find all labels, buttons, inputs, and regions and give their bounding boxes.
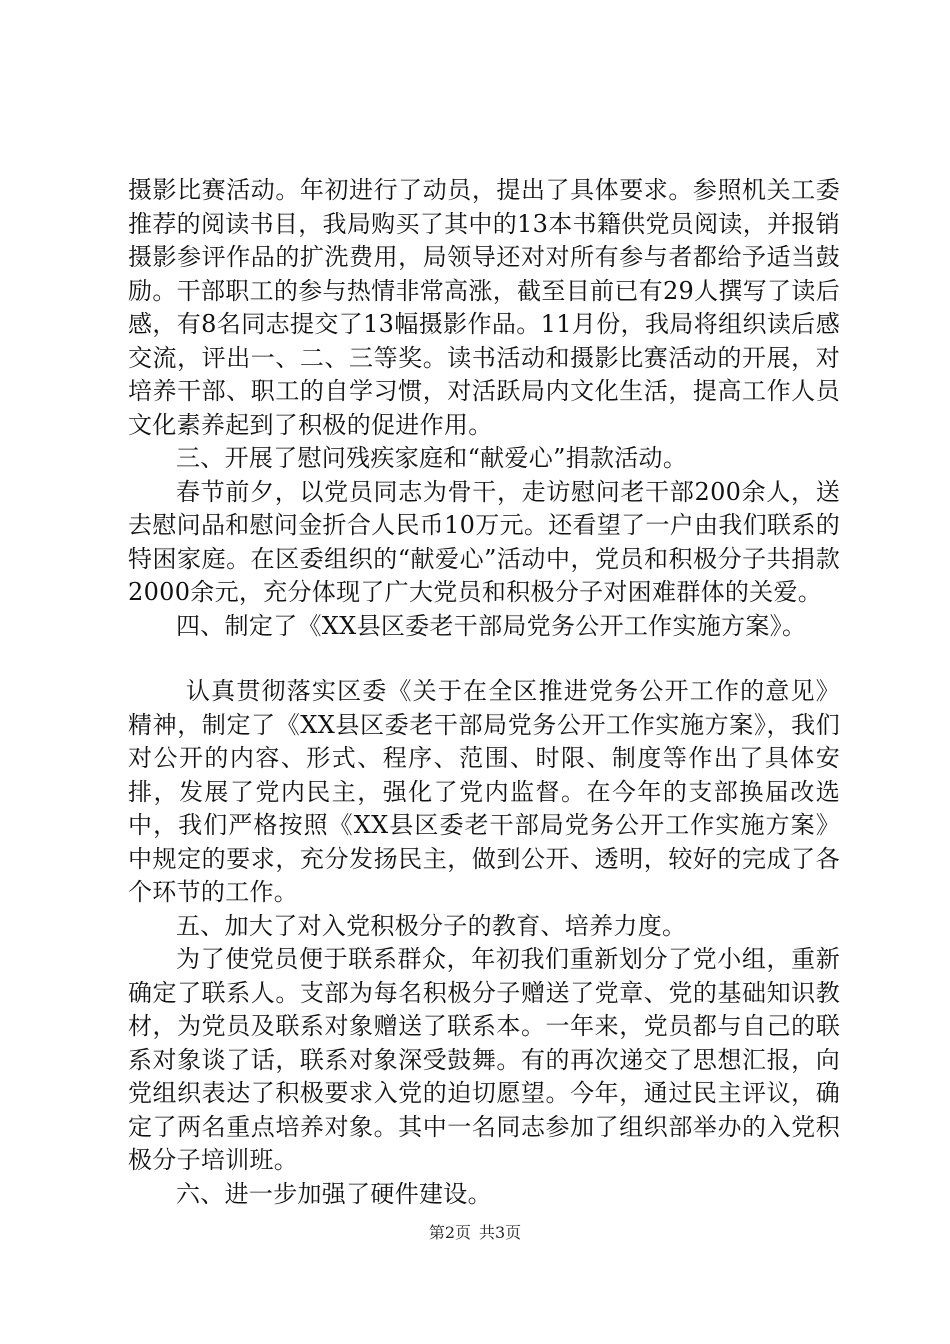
- paragraph-photo-contest: 摄影比赛活动。年初进行了动员，提出了具体要求。参照机关工委推荐的阅读书目，我局购买了其中的13本书籍供党员阅读，并报销摄影参评作品的扩洗费用，局领导还对对所有参与者都给予适当鼓励。干部职工的参与热情非常高涨，截至目前已有29人撰写了读后感，有8名同志提交了13幅摄影作品。11月份，我局将组织读后感交流，评出一、二、三等奖。读书活动和摄影比赛活动的开展，对培养干部、职工的自学习惯，对活跃局内文化生活，提高工作人员文化素养起到了积极的促进作用。: [128, 176, 840, 439]
- heading-section-six: 六、进一步加强了硬件建设。: [176, 1179, 492, 1208]
- paragraph-spring-festival-visits: 春节前夕，以党员同志为骨干，走访慰问老干部200余人，送去慰问品和慰问金折合人民币10万元。还看望了一户由我们联系的特困家庭。在区委组织的“献爱心”活动中，党员和积极分子共捐款2000余元，充分体现了广大党员和积极分子对困难群体的关爱。: [128, 477, 840, 606]
- heading-section-four: 四、制定了《XX县区委老干部局党务公开工作实施方案》。: [176, 611, 807, 640]
- page-number: 第2页: [428, 1223, 471, 1242]
- heading-section-five: 五、加大了对入党积极分子的教育、培养力度。: [176, 911, 687, 940]
- page-total: 共3页: [479, 1223, 522, 1242]
- document-body: [128, 174, 840, 1211]
- paragraph-party-affairs-disclosure: 认真贯彻落实区委《关于在全区推进党务公开工作的意见》精神，制定了《XX县区委老干部局党务公开工作实施方案》，我们对公开的内容、形式、程序、范围、时限、制度等作出了具体安排，发展了党内民主，强化了党内监督。在今年的支部换届改选中，我们严格按照《XX县区委老干部局党务公开工作实施方案》中规定的要求，充分发扬民主，做到公开、透明，较好的完成了各个环节的工作。: [128, 677, 840, 906]
- page-footer: [0, 1220, 950, 1243]
- paragraph-activist-training: 为了使党员便于联系群众，年初我们重新划分了党小组，重新确定了联系人。支部为每名积极分子赠送了党章、党的基础知识教材，为党员及联系对象赠送了联系本。一年来，党员都与自己的联系对象谈了话，联系对象深受鼓舞。有的再次递交了思想汇报，向党组织表达了积极要求入党的迫切愿望。今年，通过民主评议，确定了两名重点培养对象。其中一名同志参加了组织部举办的入党积极分子培训班。: [128, 945, 840, 1174]
- heading-section-three: 三、开展了慰问残疾家庭和“献爱心”捐款活动。: [176, 444, 688, 472]
